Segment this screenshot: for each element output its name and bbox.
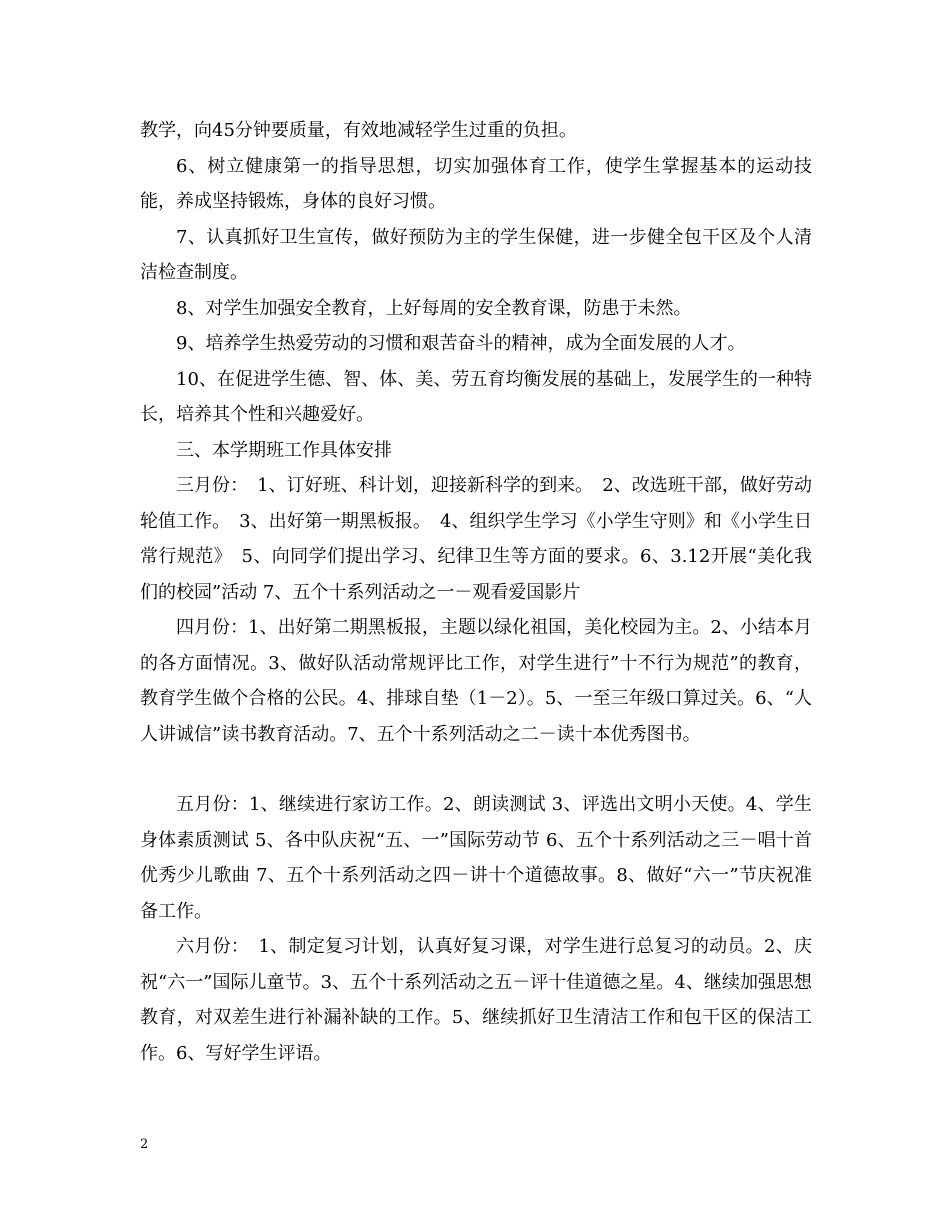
paragraph-item-10: 10、在促进学生德、智、体、美、劳五育均衡发展的基础上，发展学生的一种特长，培养其个性和兴趣爱好。 <box>140 368 812 425</box>
paragraph-april: 四月份：1、出好第二期黑板报，主题以绿化祖国，美化校园为主。2、小结本月的各方面情况。3、做好队活动常规评比工作，对学生进行”十不行为规范”的教育，教育学生做个合格的公民。4、排球自垫（1－2）。5、一至三年级口算过关。6、“人人讲诚信”读书教育活动。7、五个十系列活动之二－读十本优秀图书。 <box>140 617 812 745</box>
paragraph-gap <box>140 752 812 787</box>
paragraph-march: 三月份： 1、订好班、科计划，迎接新科学的到来。 2、改选班干部，做好劳动轮值工作。 3、出好第一期黑板报。 4、组织学生学习《小学生守则》和《小学生日常行规范》 5、向同学们提出学习、纪律卫生等方面的要求。6、3.12开展“美化我们的校园”活动 7、五个十系列活动之一－观看爱国影片 <box>140 475 812 603</box>
paragraph-may: 五月份：1、继续进行家访工作。2、朗读测试 3、评选出文明小天使。4、学生身体素质测试 5、各中队庆祝“五、一”国际劳动节 6、五个十系列活动之三－唱十首优秀少儿歌曲 7、五个十系列活动之四－讲十个道德故事。8、做好“六一”节庆祝准备工作。 <box>140 794 812 922</box>
page-number: 2 <box>140 1137 149 1152</box>
document-body <box>140 113 812 1071</box>
paragraph-item-9: 9、培养学生热爱劳动的习惯和艰苦奋斗的精神，成为全面发展的人才。 <box>176 333 746 354</box>
section-heading: 三、本学期班工作具体安排 <box>176 439 392 461</box>
paragraph-june: 六月份： 1、制定复习计划，认真好复习课，对学生进行总复习的动员。2、庆祝“六一”国际儿童节。3、五个十系列活动之五－评十佳道德之星。4、继续加强思想教育，对双差生进行补漏补缺的工作。5、继续抓好卫生清洁工作和包干区的保洁工作。6、写好学生评语。 <box>140 936 812 1064</box>
paragraph-item-8: 8、对学生加强安全教育，上好每周的安全教育课，防患于未然。 <box>176 297 692 319</box>
paragraph-item-7: 7、认真抓好卫生宣传，做好预防为主的学生保健，进一步健全包干区及个人清洁检查制度。 <box>140 226 812 283</box>
paragraph-1: 教学，向45分钟要质量，有效地减轻学生过重的负担。 <box>140 120 577 141</box>
paragraph-item-6: 6、树立健康第一的指导思想，切实加强体育工作，使学生掌握基本的运动技能，养成坚持锻炼，身体的良好习惯。 <box>140 155 812 212</box>
